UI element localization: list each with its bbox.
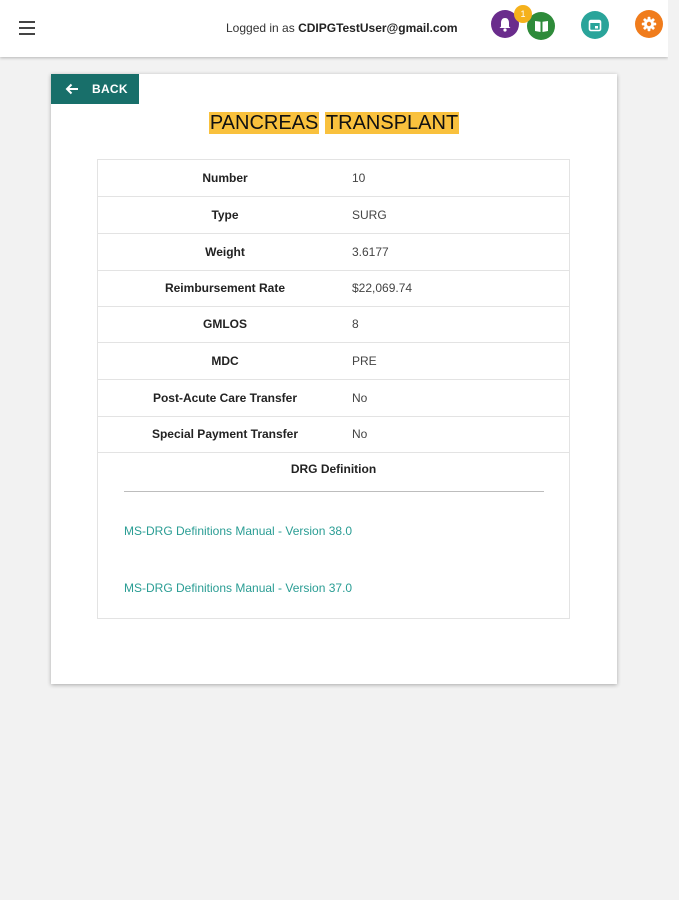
- table-row: [98, 270, 569, 307]
- bell-icon: [498, 17, 512, 32]
- row-label: MDC: [211, 354, 239, 368]
- definitions-manual-link-v38[interactable]: MS-DRG Definitions Manual - Version 38.0: [124, 524, 353, 538]
- definitions-manual-link-v37[interactable]: MS-DRG Definitions Manual - Version 37.0: [124, 581, 353, 595]
- row-value: PRE: [352, 354, 377, 368]
- book-icon: [534, 19, 549, 33]
- row-value: No: [352, 427, 368, 441]
- row-value: $22,069.74: [352, 281, 413, 295]
- table-row: [98, 160, 569, 197]
- drg-details-table: [97, 159, 570, 619]
- top-app-bar: [0, 0, 668, 57]
- row-value: 8: [352, 317, 359, 331]
- table-row: [98, 197, 569, 234]
- row-value: No: [352, 391, 368, 405]
- drg-definition-heading: DRG Definition: [290, 462, 377, 476]
- table-row: [98, 234, 569, 271]
- drg-detail-card: [51, 74, 617, 684]
- calendar-icon: [588, 18, 602, 32]
- row-value: 10: [352, 171, 366, 185]
- row-label: GMLOS: [203, 317, 247, 331]
- page-scroll-gutter: [668, 0, 679, 900]
- page-title: [51, 112, 617, 135]
- title-word-2: TRANSPLANT: [325, 112, 459, 134]
- row-label: Post-Acute Care Transfer: [152, 391, 298, 405]
- row-label: Weight: [205, 245, 245, 259]
- gear-icon: [641, 16, 657, 32]
- menu-icon[interactable]: [18, 19, 38, 37]
- row-value: 3.6177: [352, 245, 389, 259]
- user-email: CDIPGTestUser@gmail.com: [298, 21, 458, 35]
- divider: [124, 491, 544, 492]
- table-row: [98, 380, 569, 417]
- row-value: SURG: [352, 208, 387, 222]
- table-row: [98, 306, 569, 343]
- row-label: Special Payment Transfer: [151, 427, 299, 441]
- calendar-button[interactable]: [581, 11, 609, 39]
- row-label: Type: [211, 208, 239, 222]
- logged-in-prefix: Logged in as: [226, 21, 299, 35]
- back-button-label: BACK: [92, 82, 128, 96]
- row-label: Number: [202, 171, 248, 185]
- logged-in-text: [226, 21, 458, 35]
- notification-badge: 1: [514, 5, 532, 23]
- table-row: [98, 416, 569, 453]
- arrow-left-icon: [65, 83, 79, 95]
- settings-button[interactable]: [635, 10, 663, 38]
- row-label: Reimbursement Rate: [164, 281, 286, 295]
- back-button[interactable]: [51, 74, 139, 104]
- title-word-1: PANCREAS: [209, 112, 319, 134]
- table-row: [98, 343, 569, 380]
